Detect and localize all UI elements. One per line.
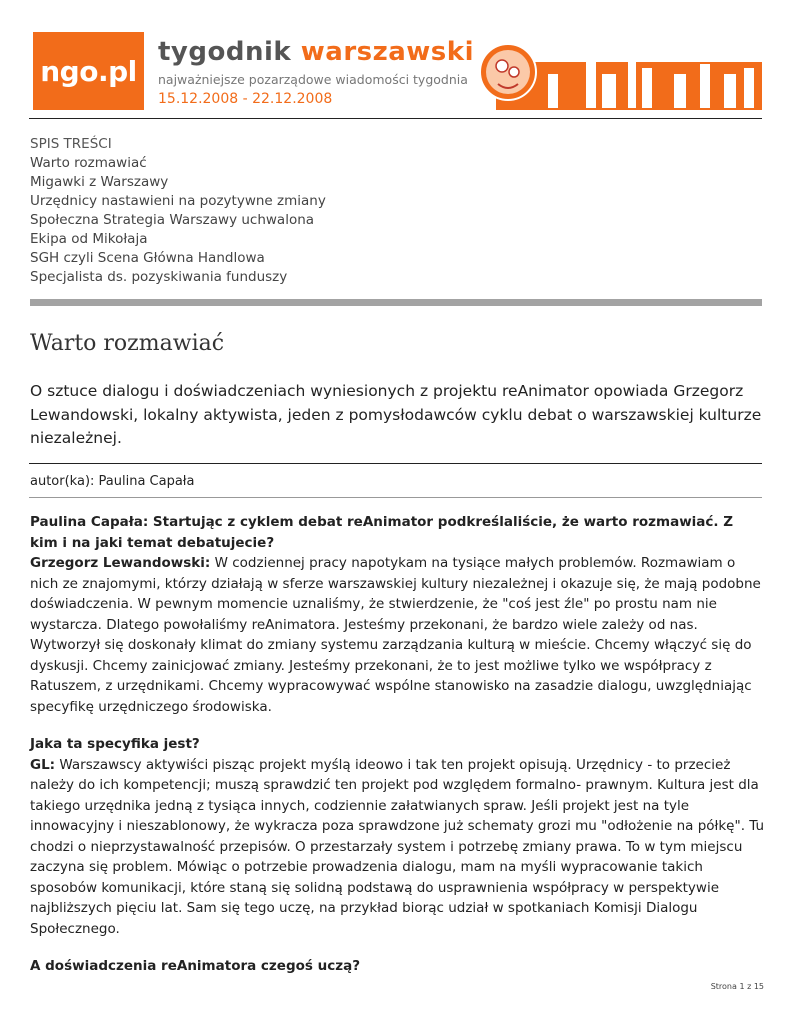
logo-text: ngo.pl	[40, 54, 137, 88]
article-body	[30, 512, 765, 994]
toc-item[interactable]: Ekipa od Mikołaja	[30, 231, 148, 247]
toc-item[interactable]: SGH czyli Scena Główna Handlowa	[30, 250, 265, 266]
page-number: Strona 1 z 15	[710, 982, 764, 991]
answer-text: W codziennej pracy napotykam na tysiące małych problemów. Rozmawiam o nich ze znajomymi, którzy działają w sferze warszawskiej kultury niezależnej i okazuje się, że mają podobne doświadczenia. W pewnym momencie uznaliśmy, że stwierdzenie, że "coś jest źle" po prostu nam nie wystarcza. Dlatego powołaliśmy reAnimatora. Jesteśmy przekonani, że bardzo wiele zależy od nas. Wytworzył się doskonały klimat do zmiany systemu zarządzania kulturą w mieście. Chcemy włączyć się do dyskusji. Chcemy zainicjować zmiany. Jesteśmy przekonani, że to jest możliwe tylko we współpracy z Ratuszem, z urzędnikami. Chcemy wypracowywać wspólne stanowisko na zasadzie dialogu, uwzględniając specyfikę urzędniczego środowiska.	[30, 555, 761, 715]
newsletter-title	[158, 36, 474, 68]
author-divider	[29, 497, 762, 498]
answer-text: Warszawscy aktywiści pisząc projekt myślą ideowo i tak ten projekt opisują. Urzędnicy - to przecież należy do ich kompetencji; muszą sprawdzić ten projekt pod względem formalno- prawnym. Kultura jest dla takiego urzędnika jedną z tysiąca innych, codziennie załatwianych spraw. Jeśli projekt jest na tyle innowacyjny i nieszablonowy, że wykracza poza sprawdzone już schematy grozi mu "odłożenie na półkę". Tu chodzi o nieprzystawalność przepisów. O przestarzały system i potrzebę zmiany prawa. To w tym miejscu zaczyna się problem. Mówiąc o potrzebie prowadzenia dialogu, mam na myśli wypracowanie takich sposobów komunikacji, które staną się solidną podstawą do usprawnienia współpracy w perspektywie najbliższych pięciu lat. Sam się tego uczę, na przykład biorąc udział w spotkaniach Komisji Dialogu Społecznego.	[30, 756, 765, 937]
interview-block	[30, 512, 765, 717]
toc-item[interactable]: Społeczna Strategia Warszawy uchwalona	[30, 212, 315, 228]
newsletter-subtitle: najważniejsze pozarządowe wiadomości tygodnia	[158, 72, 468, 87]
interview-block	[30, 734, 765, 939]
toc-item[interactable]: Specjalista ds. pozyskiwania funduszy	[30, 269, 288, 285]
article-title: Warto rozmawiać	[30, 331, 225, 356]
section-separator-bar	[30, 299, 762, 306]
article-lead: O sztuce dialogu i doświadczeniach wyniesionych z projektu reAnimator opowiada Grzegorz Lewandowski, lokalny aktywista, jeden z pomysłodawców cyklu debat o warszawskiej kulturze niezależnej.	[30, 382, 762, 447]
newsletter-header	[158, 36, 474, 107]
newsletter-dates: 15.12.2008 - 22.12.2008	[158, 91, 333, 107]
toc-item[interactable]: Migawki z Warszawy	[30, 174, 169, 190]
speaker-label: Grzegorz Lewandowski:	[30, 555, 211, 571]
header-divider	[29, 118, 762, 119]
ngo-logo[interactable]	[33, 32, 144, 110]
lead-divider	[29, 463, 762, 464]
toc-item[interactable]: Urzędnicy nastawieni na pozytywne zmiany	[30, 193, 326, 209]
toc-item[interactable]: Warto rozmawiać	[30, 155, 147, 171]
question-text: Paulina Capała: Startując z cyklem debat reAnimator podkreślaliście, że warto rozmawiać. Z kim i na jaki temat debatujecie?	[30, 514, 734, 551]
speaker-label: GL:	[30, 756, 56, 773]
title-part-2: warszawski	[300, 37, 474, 67]
title-part-1: tygodnik	[158, 37, 292, 67]
question-text: Jaka ta specyfika jest?	[30, 736, 200, 752]
article-author: autor(ka): Paulina Capała	[30, 474, 195, 489]
table-of-contents	[30, 135, 326, 287]
interview-block	[30, 956, 765, 977]
question-text: A doświadczenia reAnimatora czegoś uczą?	[30, 958, 361, 974]
warsaw-skyline-banner	[478, 40, 762, 112]
toc-title: SPIS TREŚCI	[30, 136, 112, 152]
